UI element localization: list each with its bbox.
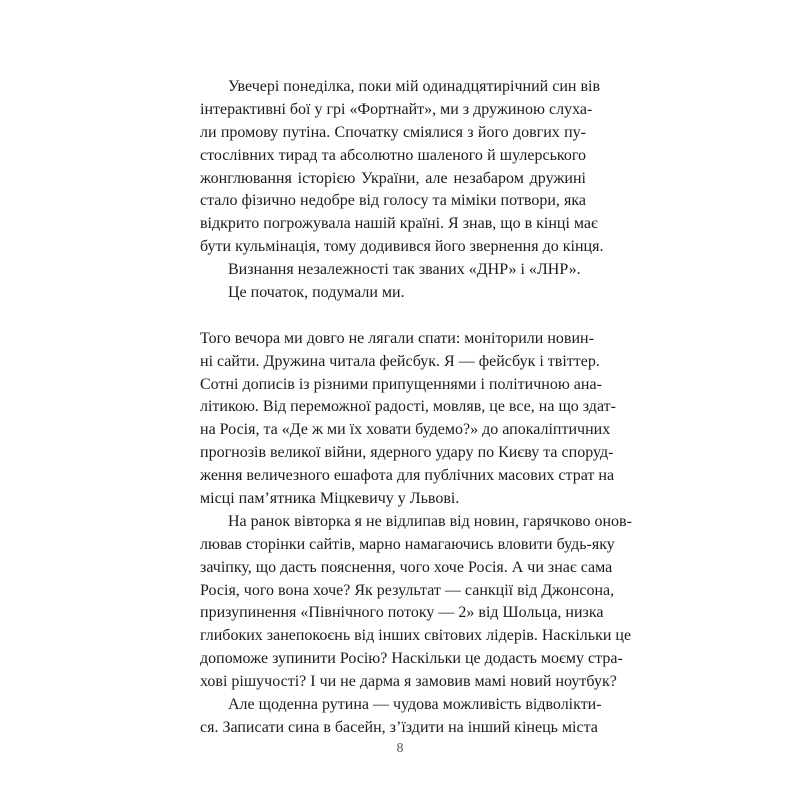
text-line: на Росія, та «Де ж ми їх ховати будемо?» до апокаліптичних [200, 421, 611, 439]
text-line: Росія, чого вона хоче? Як результат — санкції від Джонсона, [200, 581, 615, 599]
paragraph [200, 511, 632, 694]
text-line: ся. Записати сина в басейн, з’їздити на інший кінець міста [200, 718, 598, 736]
text-line: лював сторінки сайтів, марно намагаючись вловити будь-яку [200, 535, 615, 553]
text-line: стало фізично недобре від голосу та міміки потвори, яка [200, 192, 586, 210]
text-line: бути кульмінація, тому додивився його звернення до кінця. [200, 238, 604, 256]
paragraph [200, 282, 586, 305]
text-line: інтерактивні бої у грі «Фортнайт», ми з дружиною слуха- [200, 100, 593, 118]
text-line: На ранок вівторка я не відлипав від новин, гарячково онов- [228, 512, 632, 530]
text-line: Увечері понеділка, поки мій одинадцятирічний син вів [228, 78, 601, 95]
text-line: зачіпку, що дасть пояснення, чого хоче Росія. А чи знає сама [200, 558, 613, 576]
text-line: допоможе зупинити Росію? Наскільки це додасть моєму стра- [200, 650, 623, 668]
paragraph [200, 259, 586, 282]
text-line: ні сайти. Дружина читала фейсбук. Я — фейсбук і твіттер. [200, 352, 600, 370]
text-line: відкрито погрожувала нашій країні. Я знав, що в кінці має [200, 215, 598, 233]
text-line: прогнозів великої війни, ядерного удару по Києву та споруд- [200, 444, 614, 462]
text-line: Сотні дописів із різними припущеннями і політичною ана- [200, 375, 602, 393]
text-line: Але щоденна рутина — чудова можливість відволікти- [228, 696, 602, 714]
text-line: Визнання незалежності так званих «ДНР» і «ЛНР». [228, 261, 581, 279]
text-line: жонглювання історією України, але незабаром дружині [200, 169, 586, 187]
text-line: призупинення «Північного потоку — 2» від Шольца, низка [200, 604, 604, 622]
paragraph [200, 328, 616, 511]
page-number: 8 [396, 741, 404, 756]
text-line: стослівних тирад та абсолютно шаленого й шулерського [200, 146, 586, 164]
paragraph-gap [200, 305, 586, 328]
text-line: глибоких занепокоєнь від інших світових лідерів. Наскільки це [200, 627, 632, 645]
text-line: ли промову путіна. Спочатку сміялися з його довгих пу- [200, 123, 586, 141]
text-line: хові рішучості? І чи не дарма я замовив мамі новий ноутбук? [200, 673, 617, 691]
paragraph [200, 694, 602, 740]
text-line: ження величезного ешафота для публічних масових страт на [200, 467, 615, 485]
text-line: літикою. Від переможної радості, мовляв, це все, на що здат- [200, 398, 616, 416]
text-line: Того вечора ми довго не лягали спати: моніторили новин- [200, 329, 594, 347]
paragraph [200, 76, 604, 259]
text-line: Це початок, подумали ми. [228, 284, 405, 302]
page-text [200, 76, 632, 740]
text-line: місці пам’ятника Міцкевичу у Львові. [200, 490, 460, 508]
